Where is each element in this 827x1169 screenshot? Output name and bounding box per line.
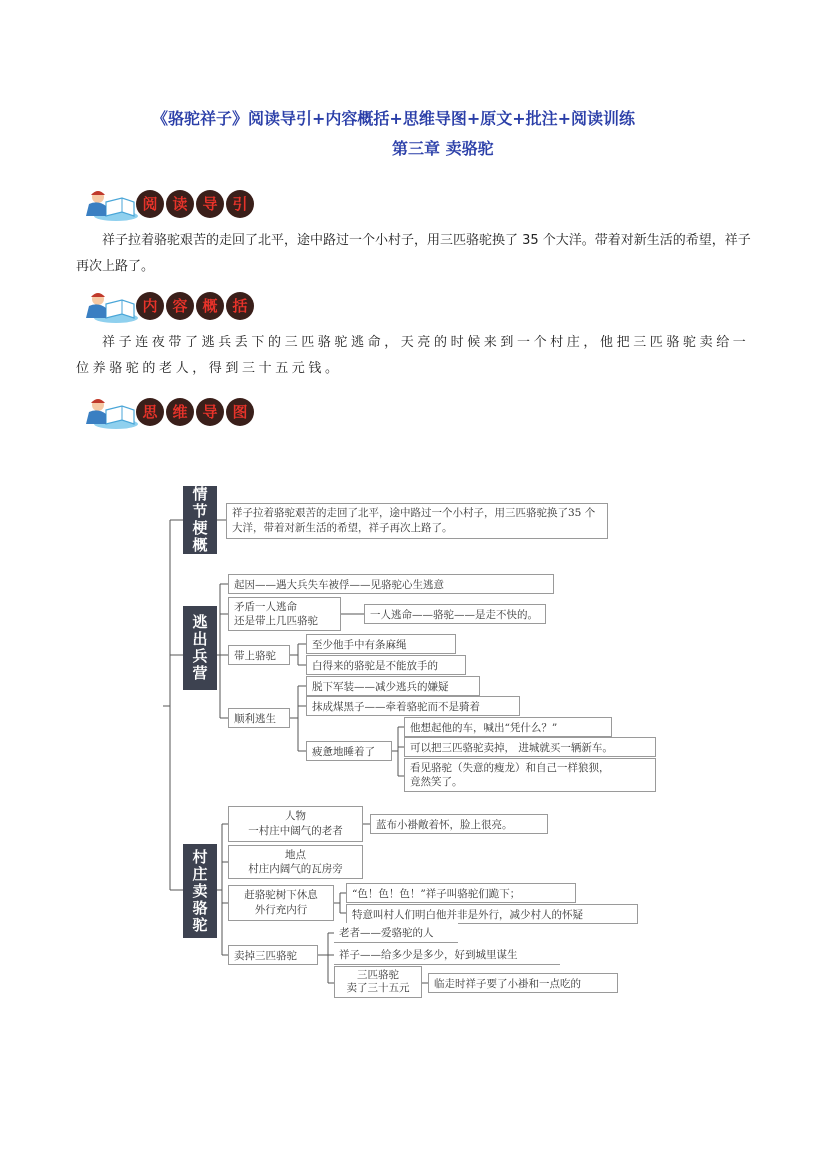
heading-char: 内 [136, 292, 164, 320]
place-box [228, 845, 363, 879]
heading-char: 容 [166, 292, 194, 320]
heading-char: 读 [166, 190, 194, 218]
laugh-box [404, 758, 656, 792]
take-camels-box: 带上骆驼 [228, 645, 290, 665]
not-outsider-box: 特意叫村人们明白他并非是外行，减少村人的怀疑 [346, 904, 638, 924]
person-heading: 人物 [285, 810, 306, 822]
price-line-1: 三匹骆驼 [357, 969, 399, 981]
xiangzi-box: 祥子——给多少是多少，好到城里谋生 [334, 945, 560, 965]
heading-char: 图 [226, 398, 254, 426]
coal-box: 抹成煤黑子——牵着骆驼而不是骑着 [306, 696, 520, 716]
rest-line-1: 赶骆驼树下休息 [244, 889, 318, 901]
branch-village-sell: 村庄卖骆驼 [183, 844, 217, 938]
free-camels-box: 白得来的骆驼是不能放手的 [306, 655, 466, 675]
sell-three-box: 卖掉三匹骆驼 [228, 945, 318, 965]
heading-char: 括 [226, 292, 254, 320]
summary-paragraph: 祥子连夜带了逃兵丢下的三匹骆驼逃命，天亮的时候来到一个村庄，他把三匹骆驼卖给一位养骆驼的老人，得到三十五元钱。 [76, 335, 750, 376]
dilemma-detail-box: 一人逃命——骆驼——是走不快的。 [364, 604, 546, 624]
place-heading: 地点 [285, 849, 306, 861]
dilemma-line-2: 还是带上几匹骆驼 [234, 615, 318, 627]
heading-char: 引 [226, 190, 254, 218]
plot-summary-box: 祥子拉着骆驼艰苦的走回了北平，途中路过一个小村子，用三匹骆驼换了35 个大洋，带着对新生活的希望，祥子再次上路了。 [226, 503, 608, 539]
old-man-box: 老者——爱骆驼的人 [334, 923, 458, 943]
cause-box: 起因——遇大兵失车被俘——见骆驼心生逃意 [228, 574, 554, 594]
sell-box: 可以把三匹骆驼卖掉， 进城就买一辆新车。 [404, 737, 656, 757]
branch-escape-camp: 逃出兵营 [183, 606, 217, 690]
why-box: 他想起他的车，喊出“凭什么？” [404, 717, 612, 737]
rest-line-2: 外行充内行 [254, 904, 308, 916]
rope-box: 至少他手中有条麻绳 [306, 634, 456, 654]
chapter-title: 第三章 卖骆驼 [392, 139, 494, 158]
person-text: 一村庄中阔气的老者 [248, 825, 343, 837]
rest-box [228, 885, 334, 921]
asleep-box: 疲惫地睡着了 [306, 741, 392, 761]
price-line-2: 卖了三十五元 [346, 982, 410, 994]
person-box [228, 806, 363, 842]
place-text: 村庄内阔气的瓦房旁 [248, 863, 343, 875]
heading-char: 导 [196, 398, 224, 426]
guide-paragraph: 祥子拉着骆驼艰苦的走回了北平，途中路过一个小村子，用三匹骆驼换了 35 个大洋。带着对新生活的希望，祥子再次上路了。 [76, 233, 751, 274]
laugh-line-2: 竟然笑了。 [410, 776, 463, 788]
escape-box: 顺利逃生 [228, 708, 290, 728]
dilemma-box [228, 597, 341, 631]
page-title: 《骆驼祥子》阅读导引+内容概括+思维导图+原文+批注+阅读训练 [152, 109, 636, 128]
leave-box: 临走时祥子要了小褂和一点吃的 [428, 973, 618, 993]
heading-char: 概 [196, 292, 224, 320]
branch-plot-summary: 情节梗概 [183, 486, 217, 554]
dilemma-line-1: 矛盾一人逃命 [234, 601, 297, 613]
price-box [334, 966, 422, 998]
heading-char: 导 [196, 190, 224, 218]
person-detail-box: 蓝布小褂敞着怀，脸上很亮。 [370, 814, 548, 834]
laugh-line-1: 看见骆驼（失意的瘦龙）和自己一样狼狈， [410, 762, 610, 774]
uniform-box: 脱下军装——减少逃兵的嫌疑 [306, 676, 480, 696]
heading-char: 阅 [136, 190, 164, 218]
heading-char: 维 [166, 398, 194, 426]
heading-char: 思 [136, 398, 164, 426]
kneel-box: “色！色！色！”祥子叫骆驼们跪下； [346, 883, 576, 903]
